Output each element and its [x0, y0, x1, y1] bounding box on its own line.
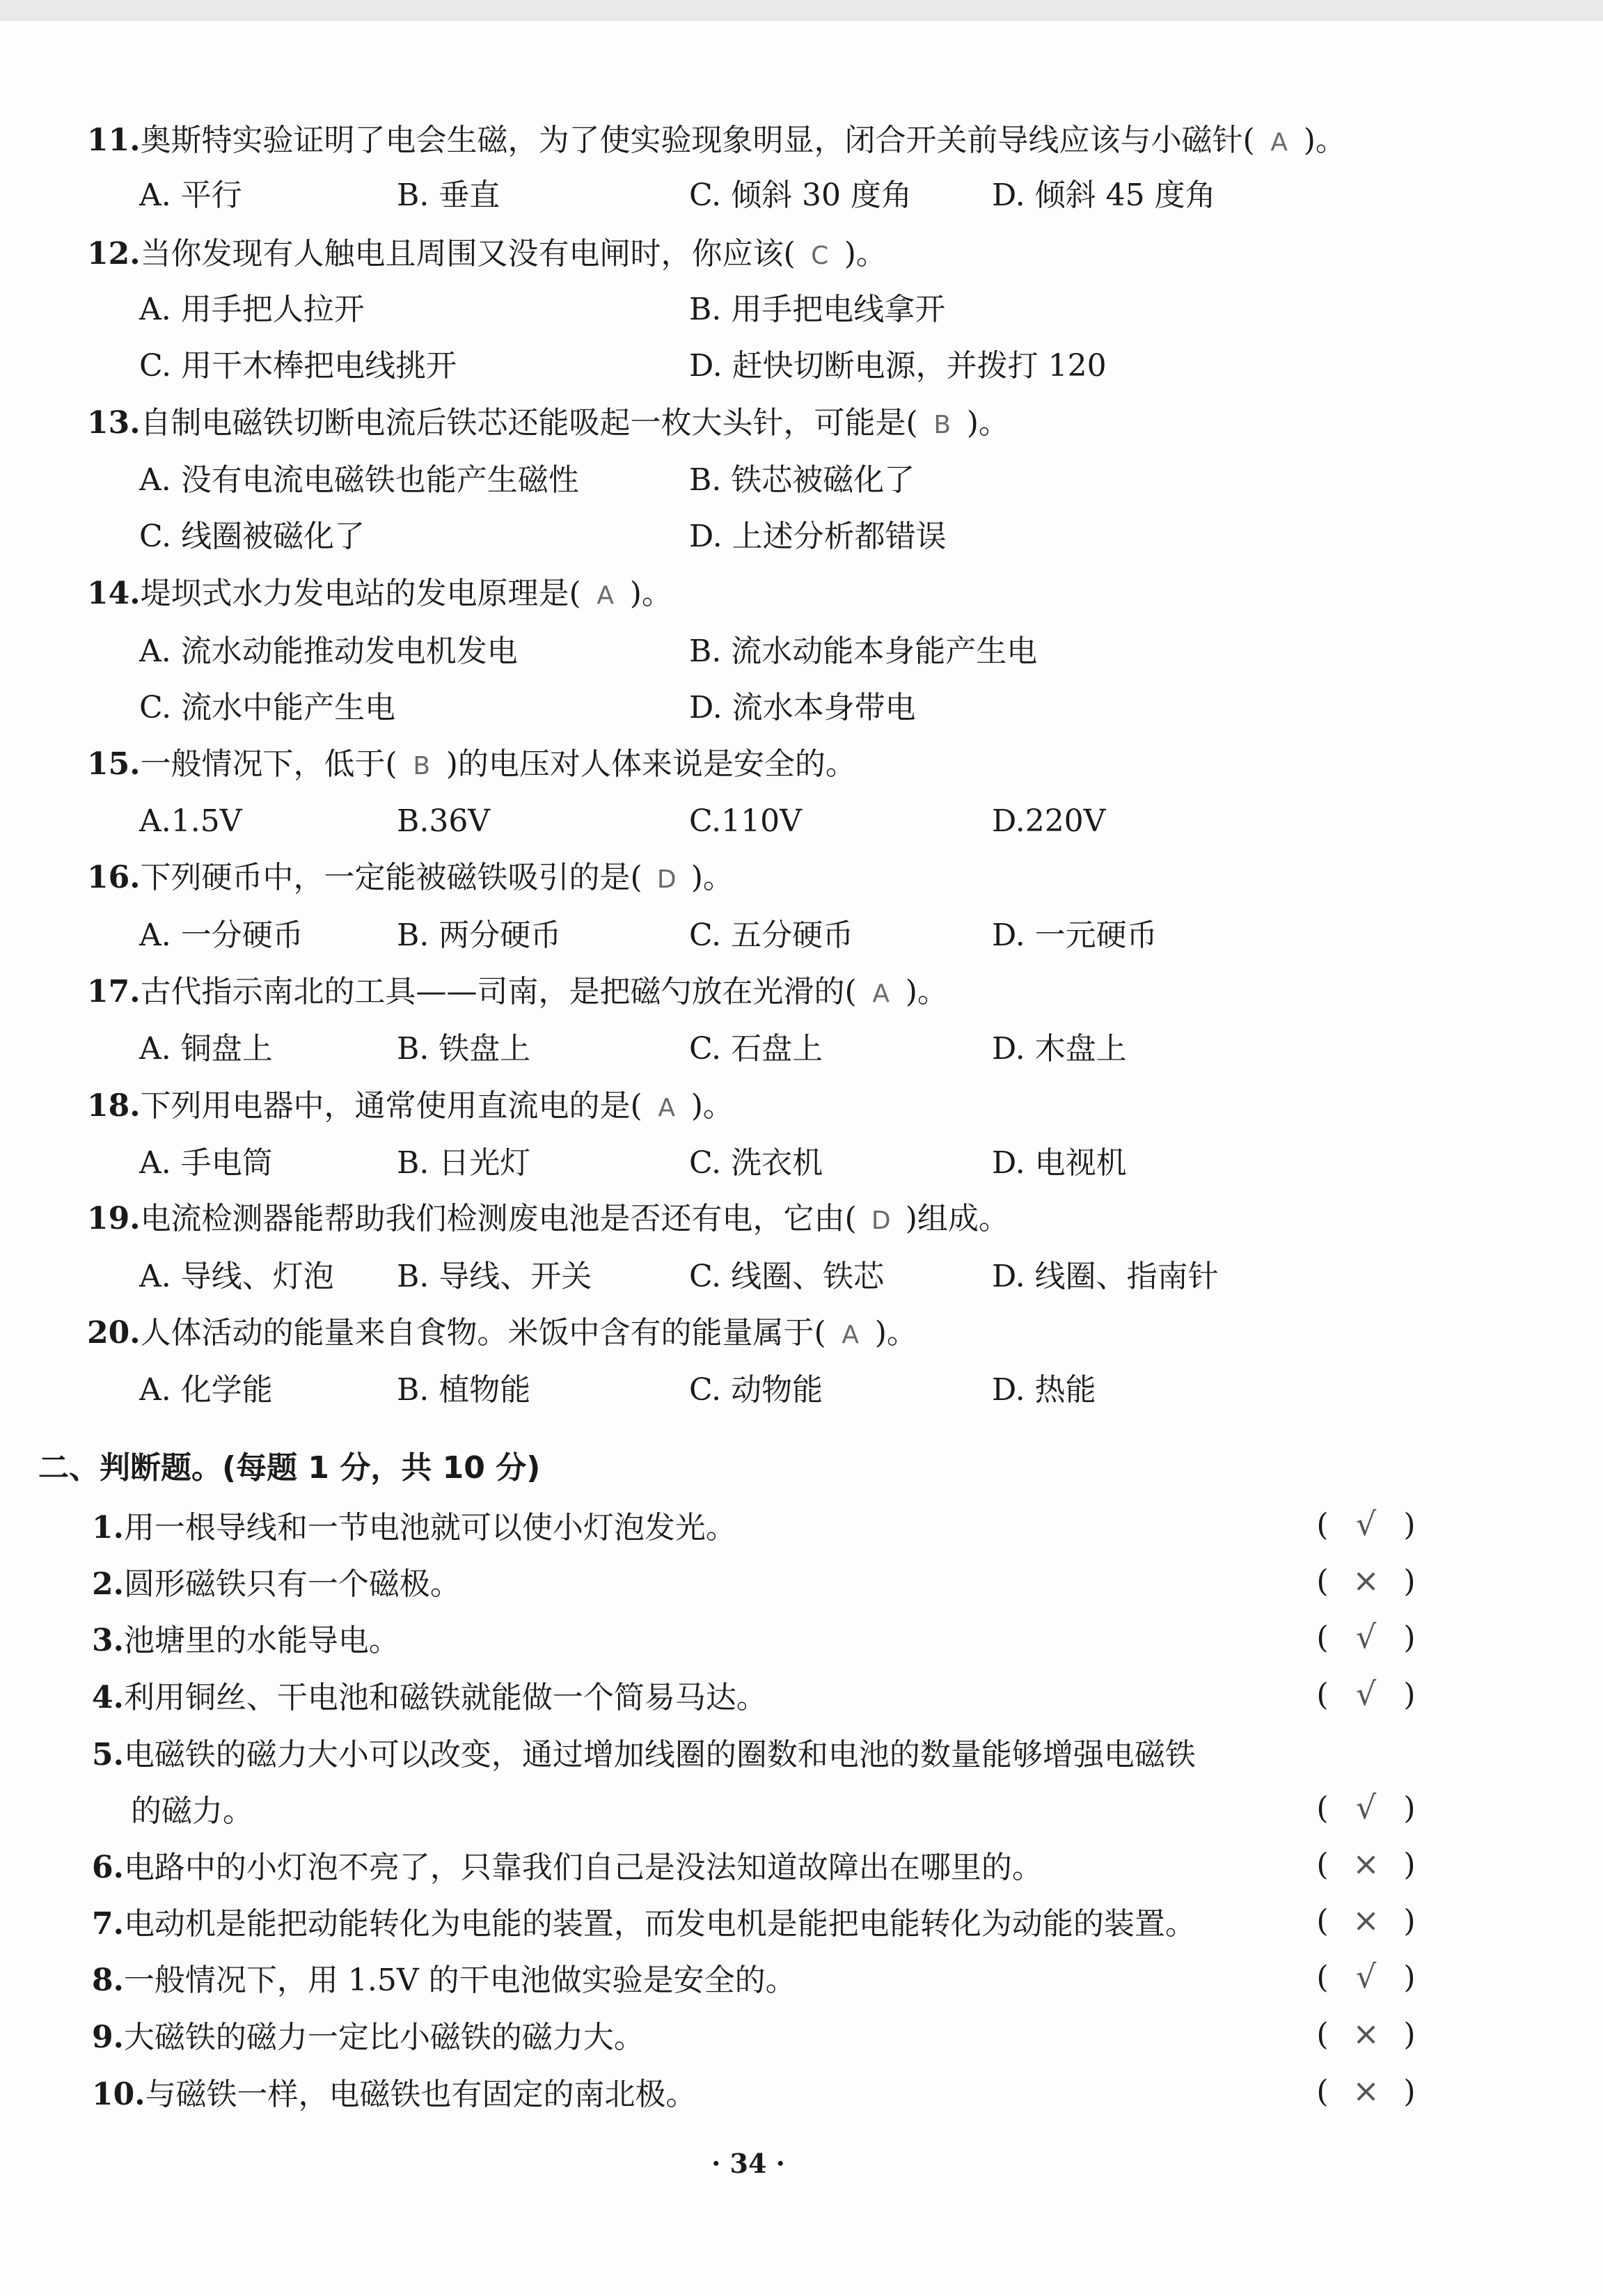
tf-mark-2: ( × ): [1312, 1559, 1427, 1602]
statement-text: 大磁铁的磁力一定比小磁铁的磁力大。: [123, 2020, 645, 2055]
question-number: 12.: [87, 236, 141, 272]
option: C. 线圈、铁芯: [689, 1259, 885, 1294]
answer: A: [658, 1094, 676, 1122]
question-text-end: )。: [874, 1315, 917, 1351]
option: D. 木盘上: [992, 1031, 1127, 1067]
answer: A: [872, 980, 890, 1008]
tf-item-4: [92, 1676, 767, 1720]
option: D. 上述分析都错误: [689, 519, 947, 554]
statement-text: 电路中的小灯泡不亮了，只靠我们自己是没法知道故障出在哪里的。: [123, 1850, 1043, 1885]
statement-text: 电动机是能把动能转化为电能的装置，而发电机是能把电能转化为动能的装置。: [123, 1906, 1196, 1942]
question-16: [87, 856, 734, 899]
statement-text: 电磁铁的磁力大小可以改变，通过增加线圈的圈数和电池的数量能够增强电磁铁: [123, 1737, 1196, 1772]
question-number: 15.: [87, 746, 141, 782]
option: A. 流水动能推动发电机发电: [139, 634, 518, 669]
option: A.1.5V: [139, 803, 242, 839]
question-13: [87, 402, 1009, 445]
option: B. 导线、开关: [397, 1259, 592, 1294]
question-number: 11.: [87, 123, 141, 158]
statement-text: 一般情况下，用 1.5V 的干电池做实验是安全的。: [123, 1963, 796, 1998]
question-text: 下列用电器中，通常使用直流电的是(: [140, 1088, 642, 1124]
answer: B: [413, 752, 431, 780]
tf-mark-3: ( √ ): [1312, 1615, 1427, 1658]
answer: B: [933, 411, 951, 439]
question-12: [87, 233, 887, 276]
tf-item-8: [92, 1959, 796, 2002]
tf-mark-1: ( √ ): [1312, 1502, 1427, 1546]
option: C. 动物能: [689, 1372, 823, 1408]
option: C. 用干木棒把电线挑开: [139, 348, 457, 384]
question-text-end: )。: [966, 405, 1009, 441]
question-text-end: )。: [844, 236, 887, 272]
question-number: 8.: [92, 1963, 124, 1998]
option: A. 化学能: [139, 1372, 273, 1408]
option: B. 两分硬币: [397, 918, 562, 953]
scan-edge: [0, 0, 1603, 21]
option: B. 垂直: [397, 178, 500, 213]
tf-item-7: [92, 1903, 1196, 1946]
statement-text: 池塘里的水能导电。: [123, 1623, 400, 1658]
option: B. 铁盘上: [397, 1031, 531, 1067]
question-11: [87, 119, 1346, 162]
tf-item-5: [92, 1733, 1196, 1777]
question-number: 14.: [87, 576, 141, 611]
question-text-end: )的电压对人体来说是安全的。: [445, 746, 856, 782]
option: D. 一元硬币: [992, 918, 1158, 953]
statement-text: 与磁铁一样，电磁铁也有固定的南北极。: [145, 2077, 697, 2112]
question-number: 20.: [87, 1315, 141, 1351]
section-title: 二、判断题。(每题 1 分，共 10 分): [38, 1450, 541, 1486]
cross-mark: ×: [1352, 1901, 1380, 1939]
cross-mark: ×: [1352, 2015, 1380, 2052]
question-number: 4.: [92, 1680, 124, 1715]
cross-mark: ×: [1352, 2072, 1380, 2109]
option: A. 铜盘上: [139, 1031, 273, 1067]
tf-item-5-continuation: 的磁力。: [131, 1793, 253, 1829]
question-text: 人体活动的能量来自食物。米饭中含有的能量属于(: [140, 1315, 826, 1351]
option: C. 流水中能产生电: [139, 690, 396, 725]
question-number: 5.: [92, 1737, 124, 1772]
option: C. 石盘上: [689, 1031, 823, 1067]
answer: C: [811, 242, 829, 270]
option: C. 线圈被磁化了: [139, 519, 365, 554]
tf-item-2: [92, 1563, 461, 1606]
tf-mark-8: ( √ ): [1312, 1955, 1427, 1998]
answer: D: [656, 865, 677, 894]
option: A. 用手把人拉开: [139, 292, 365, 327]
tf-item-3: [92, 1619, 400, 1662]
option: D. 赶快切断电源，并拨打 120: [689, 348, 1107, 384]
check-mark: √: [1355, 1958, 1377, 1995]
tf-mark-9: ( × ): [1312, 2012, 1427, 2055]
question-number: 18.: [87, 1088, 141, 1124]
tf-mark-6: ( × ): [1312, 1842, 1427, 1885]
question-14: [87, 572, 672, 615]
option: B. 流水动能本身能产生电: [689, 634, 1038, 669]
cross-mark: ×: [1352, 1845, 1380, 1882]
option: A. 手电筒: [139, 1145, 273, 1181]
question-number: 6.: [92, 1850, 124, 1885]
option: C. 倾斜 30 度角: [689, 178, 913, 213]
answer: A: [1270, 128, 1288, 157]
question-text: 奥斯特实验证明了电会生磁，为了使实验现象明显，闭合开关前导线应该与小磁针(: [140, 123, 1255, 158]
option: D. 线圈、指南针: [992, 1259, 1219, 1294]
question-text: 下列硬币中，一定能被磁铁吸引的是(: [140, 860, 642, 895]
question-text: 堤坝式水力发电站的发电原理是(: [140, 576, 581, 611]
tf-item-10: [92, 2073, 697, 2116]
question-number: 19.: [87, 1201, 141, 1236]
tf-mark-4: ( √ ): [1312, 1672, 1427, 1715]
option: A. 没有电流电磁铁也能产生磁性: [139, 462, 579, 498]
cross-mark: ×: [1352, 1562, 1380, 1599]
question-number: 13.: [87, 405, 141, 441]
option: B. 用手把电线拿开: [689, 292, 946, 327]
check-mark: √: [1355, 1788, 1377, 1826]
tf-item-6: [92, 1846, 1043, 1889]
question-15: [87, 743, 856, 786]
option: B.36V: [397, 803, 491, 839]
question-17: [87, 970, 948, 1014]
question-number: 16.: [87, 860, 141, 895]
answer: D: [871, 1206, 891, 1235]
option: C. 五分硬币: [689, 918, 854, 953]
question-text: 一般情况下，低于(: [140, 746, 397, 782]
option: B. 铁芯被磁化了: [689, 462, 915, 498]
option: D. 倾斜 45 度角: [992, 178, 1216, 213]
answer: A: [597, 581, 615, 610]
page-number: · 34 ·: [711, 2148, 785, 2179]
option: D. 流水本身带电: [689, 690, 916, 725]
check-mark: √: [1355, 1618, 1377, 1656]
question-text: 古代指示南北的工具——司南，是把磁勺放在光滑的(: [140, 974, 857, 1009]
question-20: [87, 1312, 917, 1355]
option: A. 平行: [139, 178, 242, 213]
question-text: 当你发现有人触电且周围又没有电闸时，你应该(: [140, 236, 796, 272]
question-text-end: )组成。: [905, 1201, 1009, 1236]
option: D. 热能: [992, 1372, 1096, 1408]
question-text-end: )。: [690, 1088, 734, 1124]
option: D.220V: [992, 803, 1106, 839]
question-text-end: )。: [1303, 123, 1346, 158]
question-number: 7.: [92, 1906, 124, 1942]
tf-item-9: [92, 2016, 645, 2059]
option: A. 导线、灯泡: [139, 1259, 334, 1294]
question-number: 9.: [92, 2020, 124, 2055]
answer: A: [842, 1321, 860, 1349]
option: C. 洗衣机: [689, 1145, 823, 1181]
statement-text: 用一根导线和一节电池就可以使小灯泡发光。: [123, 1510, 736, 1546]
question-text-end: )。: [690, 860, 734, 895]
option: B. 日光灯: [397, 1145, 531, 1181]
question-number: 10.: [92, 2077, 145, 2112]
question-18: [87, 1085, 734, 1128]
question-19: [87, 1197, 1009, 1241]
statement-text: 圆形磁铁只有一个磁极。: [123, 1566, 461, 1602]
check-mark: √: [1355, 1505, 1377, 1543]
tf-mark-10: ( × ): [1312, 2069, 1427, 2112]
check-mark: √: [1355, 1675, 1377, 1713]
tf-mark-7: ( × ): [1312, 1898, 1427, 1942]
option: D. 电视机: [992, 1145, 1127, 1181]
option: A. 一分硬币: [139, 918, 303, 953]
question-text: 自制电磁铁切断电流后铁芯还能吸起一枚大头针，可能是(: [140, 405, 918, 441]
question-text-end: )。: [905, 974, 948, 1009]
question-number: 3.: [92, 1623, 124, 1658]
question-number: 17.: [87, 974, 141, 1009]
question-text: 电流检测器能帮助我们检测废电池是否还有电，它由(: [140, 1201, 857, 1236]
question-number: 2.: [92, 1566, 124, 1602]
option: B. 植物能: [397, 1372, 531, 1408]
option: C.110V: [689, 803, 802, 839]
tf-mark-5: ( √ ): [1312, 1786, 1427, 1829]
tf-item-1: [92, 1507, 736, 1550]
question-number: 1.: [92, 1510, 124, 1546]
question-text-end: )。: [629, 576, 672, 611]
statement-text: 利用铜丝、干电池和磁铁就能做一个简易马达。: [123, 1680, 767, 1715]
